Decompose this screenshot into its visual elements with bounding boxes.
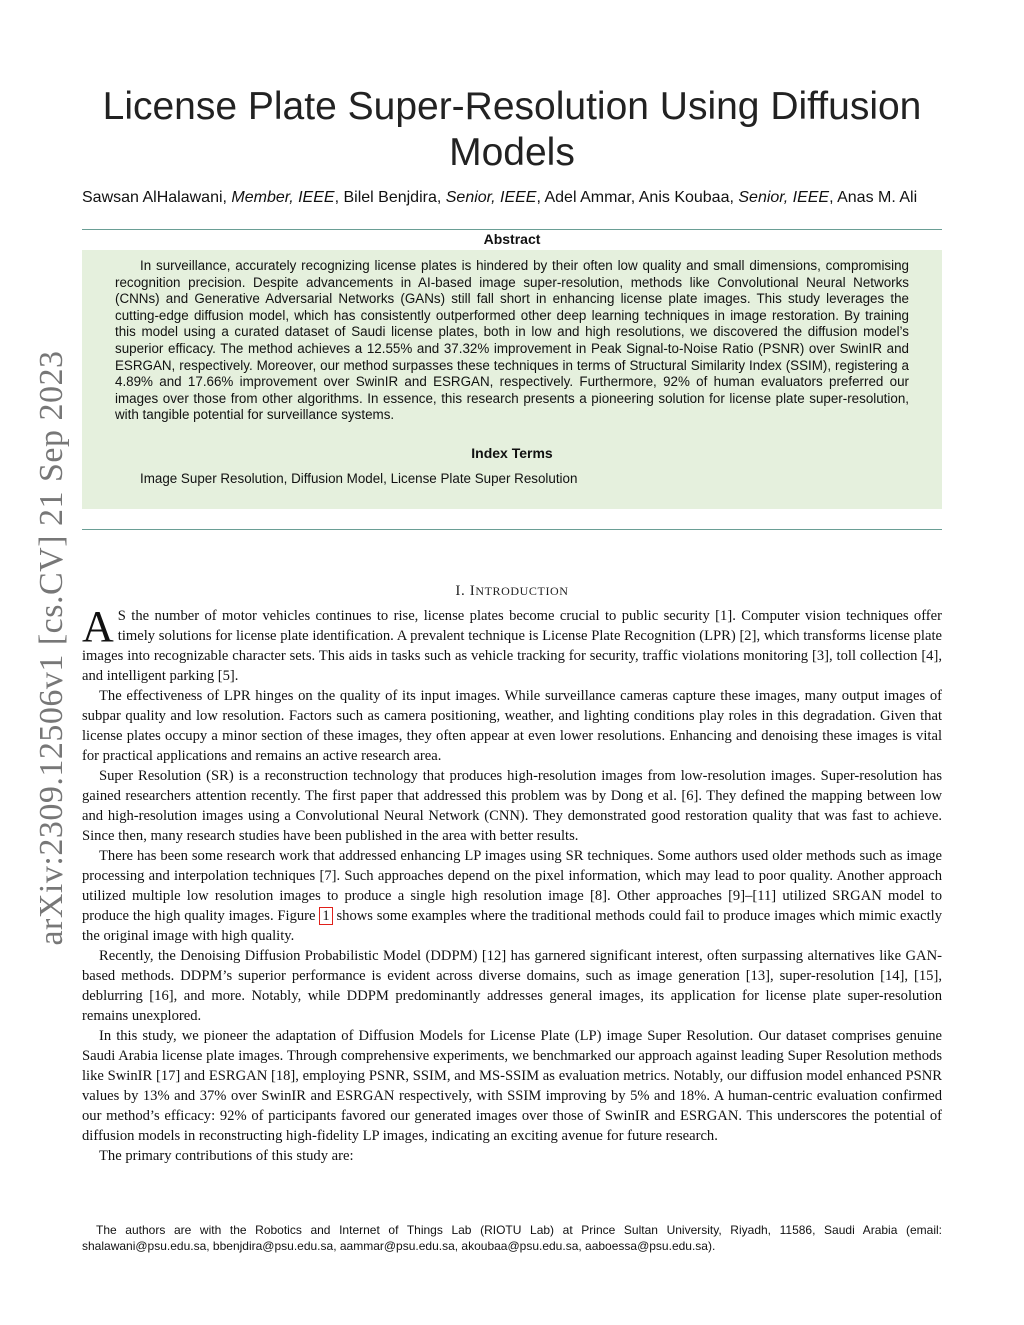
paragraph [82, 602, 942, 686]
index-terms-heading: Index Terms [471, 444, 553, 461]
paragraph: Recently, the Denoising Diffusion Probabilistic Model (DDPM) [12] has garnered significant interest, often surpassing alternatives like GAN-based methods. DDPM’s superior performance is evident across diverse domains, such as image generation [13], super-resolution [14], [15], deblurring [16], and more. Notably, while DDPM predominantly addresses general images, its application for license plate super-resolution remains unexplored. [82, 948, 942, 1024]
paragraph [82, 846, 942, 946]
abstract-heading: Abstract [483, 231, 541, 247]
section-title-initial: I [469, 583, 476, 599]
paper-title: License Plate Super-Resolution Using Diffusion Models [102, 85, 922, 174]
author-affiliation: Senior, IEEE [738, 189, 830, 206]
paragraph: The effectiveness of LPR hinges on the quality of its input images. While surveillance cameras capture these images, many output images of subpar quality and low resolution. Factors such as camera positioning, weather, and lighting conditions play roles in this degradation. Given that license plates occupy a minor section of these images, they often appear at even lower resolutions. Enhancing and denoising these images is vital for practical applications and remains an active research area. [82, 688, 942, 764]
introduction-body [82, 602, 942, 1166]
author-name: , Bilel Benjdira, [334, 189, 446, 206]
author-list [82, 188, 944, 208]
paragraph: In this study, we pioneer the adaptation of Diffusion Models for License Plate (LP) image Super Resolution. Our dataset comprises genuine Saudi Arabia license plate images. Through comprehensive experiments, we benchmarked our approach against leading Super Resolution methods like SwinIR [17] and ESRGAN [18], employing PSNR, SSIM, and MS-SSIM as evaluation metrics. Notably, our diffusion model enhanced PSNR values by 13% and 37% over SwinIR and ESRGAN respectively, with SSIM improving by 5% and 18%. A human-centric evaluation confirmed our method’s efficacy: 92% of participants favored our generated images over those of SwinIR and ESRGAN. This underscores the potential of diffusion models in reconstructing high-fidelity LP images, indicating an exciting avenue for future research. [82, 1028, 942, 1144]
index-terms-text: Image Super Resolution, Diffusion Model, License Plate Super Resolution [140, 470, 578, 486]
section-title-rest: NTRODUCTION [475, 584, 569, 598]
author-footnote: The authors are with the Robotics and Internet of Things Lab (RIOTU Lab) at Prince Sultan University, Riyadh, 11586, Saudi Arabia (email: shalawani@psu.edu.sa, bbenjdira@psu.edu.sa, aammar@psu.edu.sa, akoubaa@psu.edu.sa, aaboessa@psu.edu.sa). [82, 1223, 942, 1253]
section-number: I. [455, 583, 470, 599]
paragraph-text: S the number of motor vehicles continues to rise, license plates become crucial to public security [1]. Computer vision techniques offer timely solutions for license plate identification. A prevalent technique is License Plate Recognition (LPR) [2], which transforms license plate images into recognizable character sets. This aids in tasks such as vehicle tracking for security, traffic violations monitoring [3], toll collection [4], and intelligent parking [5]. [82, 608, 942, 684]
author-name: Sawsan AlHalawani, [82, 189, 232, 206]
paragraph-text: shows some examples where the traditional methods could fail to produce images which mimic exactly the original image with high quality. [82, 908, 942, 944]
section-heading-introduction [82, 583, 942, 600]
author-affiliation: Senior, IEEE [445, 189, 537, 206]
figure-reference-link[interactable]: 1 [319, 907, 332, 925]
paragraph: The primary contributions of this study are: [99, 1148, 354, 1164]
drop-cap: A [82, 602, 114, 651]
abstract-box [82, 250, 942, 509]
top-rule [82, 229, 942, 230]
arxiv-identifier: arXiv:2309.12506v1 [cs.CV] 21 Sep 2023 [33, 350, 70, 946]
author-name: , Anas M. Ali [829, 189, 918, 206]
paragraph: Super Resolution (SR) is a reconstruction technology that produces high-resolution images from low-resolution images. Super-resolution has gained researchers attention recently. The first paper that addressed this problem was by Dong et al. [6]. They defined the mapping between low and high-resolution images using a Convolutional Neural Network (CNN). They demonstrated good restoration quality that was fast to achieve. Since then, many research studies have been published in the area with better results. [82, 768, 942, 844]
author-name: , Adel Ammar, Anis Koubaa, [536, 189, 739, 206]
author-affiliation: Member, IEEE [231, 189, 335, 206]
bottom-rule [82, 529, 942, 530]
paragraph-text: There has been some research work that addressed enhancing LP images using SR techniques. Some authors used older methods such as image processing and interpolation techniques [7]. Such approaches depend on the pixel information, which may lead to poor quality. Another approach utilized multiple low resolution images to produce a single high resolution image [8]. Other approaches [9]–[11] utilized SRGAN model to produce the high quality images. Figure [82, 848, 942, 924]
abstract-text: In surveillance, accurately recognizing license plates is hindered by their often low quality and small dimensions, compromising recognition precision. Despite advancements in AI-based image super-resolution, methods like Convolutional Neural Networks (CNNs) and Generative Adversarial Networks (GANs) still fall short in enhancing license plate images. This study leverages the cutting-edge diffusion model, which has consistently outperformed other deep learning techniques in image restoration. By training this model using a curated dataset of Saudi license plates, both in low and high resolutions, we discovered the diffusion model’s superior efficacy. The method achieves a 12.55% and 37.32% improvement in Peak Signal-to-Noise Ratio (PSNR) over SwinIR and ESRGAN, respectively. Moreover, our method surpasses these techniques in terms of Structural Similarity Index (SSIM), registering a 4.89% and 17.66% improvement over SwinIR and ESRGAN, respectively. Furthermore, 92% of human evaluators preferred our images over those from other algorithms. In essence, this research presents a pioneering solution for license plate super-resolution, with tangible potential for surveillance systems. [115, 258, 909, 423]
